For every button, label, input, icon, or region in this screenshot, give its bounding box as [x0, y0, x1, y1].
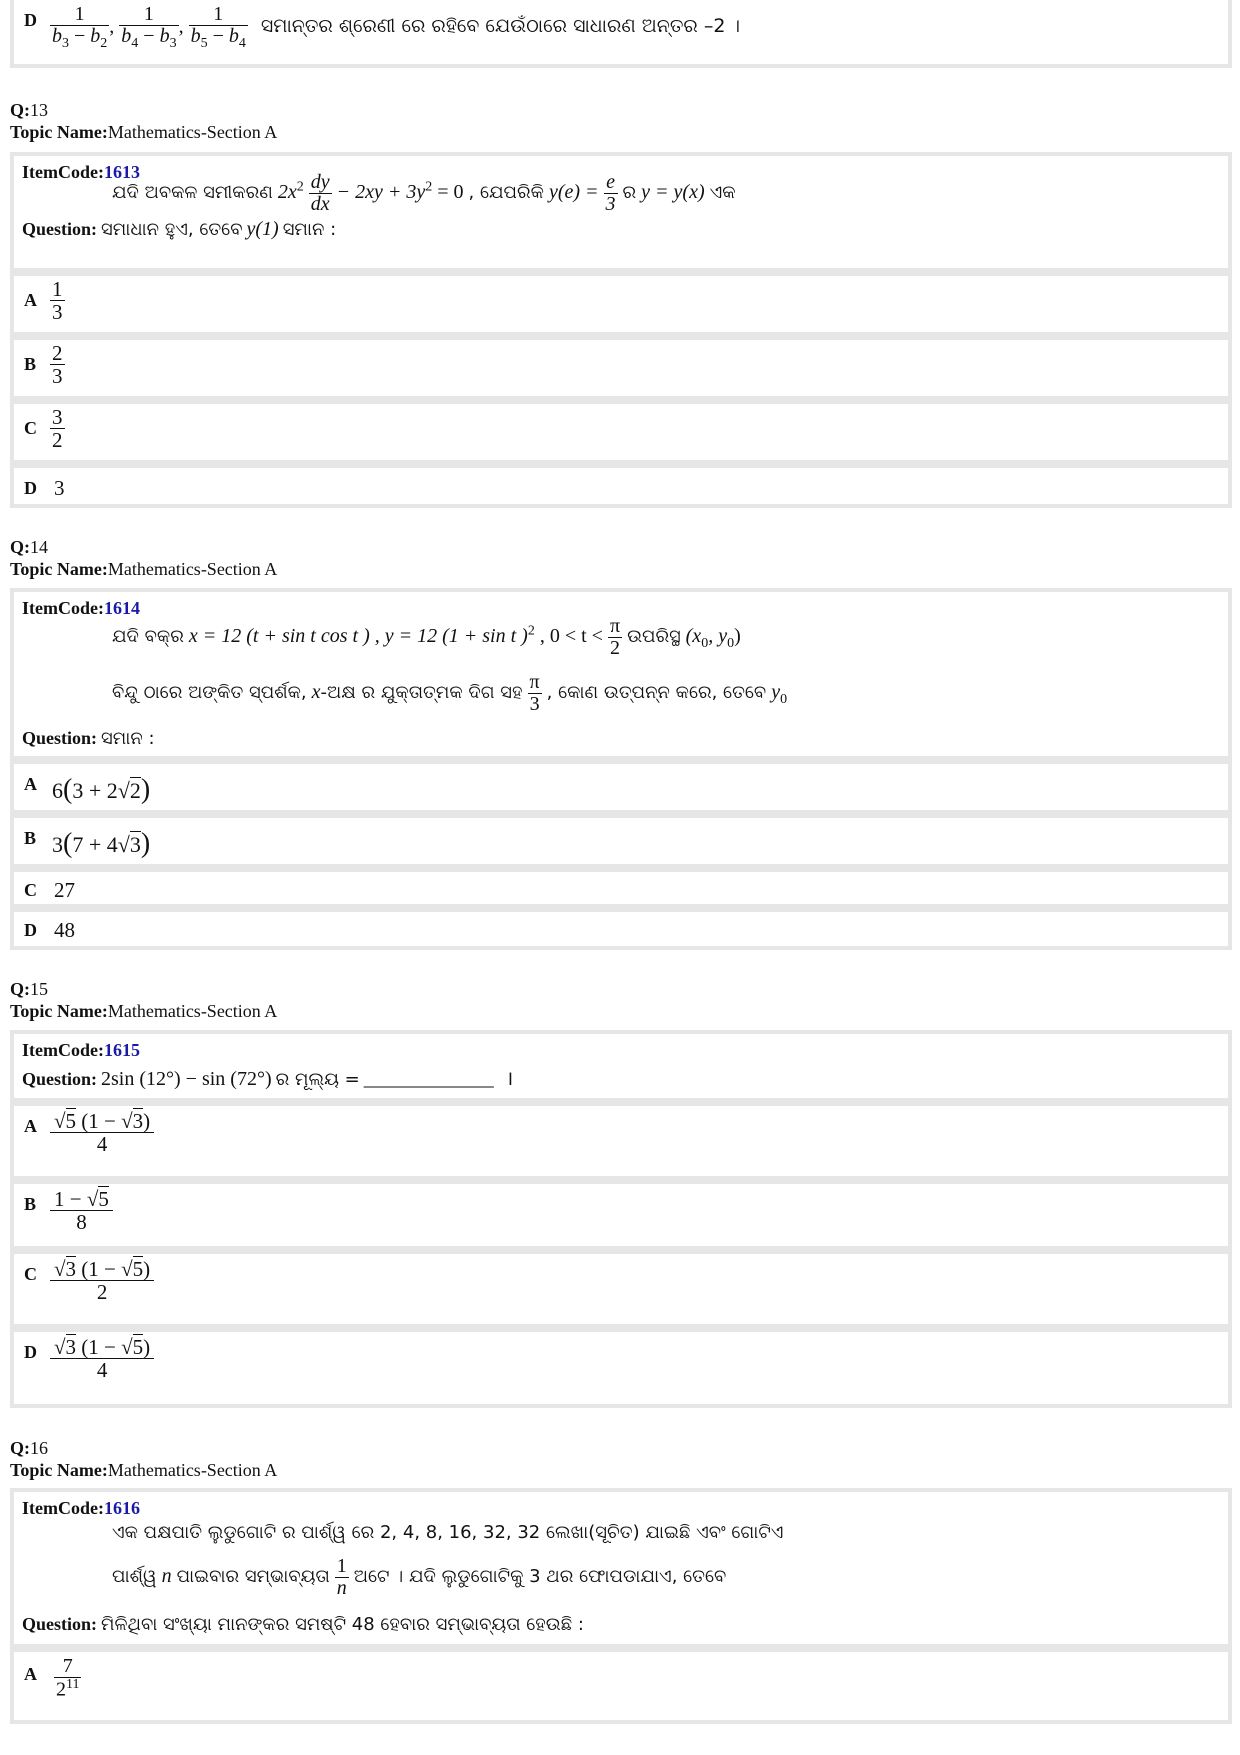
- topic-name: Mathematics-Section A: [107, 1001, 278, 1021]
- option-text: ସମାନ୍ତର ଶ୍ରେଣୀ ରେ ରହିବେ ଯେଉଁଠାରେ ସାଧାରଣ ଅନ୍ତର –2 ।: [260, 15, 741, 38]
- option-row-d[interactable]: D 48: [10, 908, 1232, 950]
- topic-name: Mathematics-Section A: [107, 122, 278, 142]
- question-header-14: Q:14 Topic Name:Mathematics-Section A: [10, 537, 278, 579]
- option-row-a[interactable]: A 6(3 + 2√2): [10, 760, 1232, 814]
- question-line-1: ଯଦି ଅବକଳ ସମୀକରଣ $2x^2$ $\frac{dy}{dx}$ − $2xy + 3y^2 = 0$ , ଯେପରିକି y(e) = $\frac{e}{3}$ ର y = y(x) ଏକ: [112, 171, 736, 215]
- option-row-a[interactable]: A $\frac{√5 (1 - √3)}{4}$: [10, 1102, 1232, 1180]
- option-row-c[interactable]: C $\frac{√3 (1 - √5)}{2}$: [10, 1250, 1232, 1328]
- option-row-b[interactable]: B 3(7 + 4√3): [10, 814, 1232, 868]
- question-number: 14: [30, 537, 48, 557]
- option-row-b[interactable]: B $\frac{2}{3}$: [10, 336, 1232, 400]
- fraction: $\frac{1}{b_4 - b_3}$: [121, 3, 177, 51]
- option-content: $\frac{1}{b_3 - b_2}$ , $\frac{1}{b_4 - b_3}$ , $\frac{1}{b_5 - b_4}$ ସମାନ୍ତର ଶ୍ରେଣୀ ରେ ରହିବେ ଯେଉଁଠାରେ ସାଧାରଣ ଅନ୍ତର –2 ।: [52, 3, 741, 51]
- topic-name: Mathematics-Section A: [107, 559, 278, 579]
- option-row-a[interactable]: A $\frac{7}{2^{11}}$: [10, 1648, 1232, 1724]
- option-row-b[interactable]: B $\frac{1 - √5}{8}$: [10, 1180, 1232, 1250]
- item-code: 1614: [103, 598, 140, 618]
- question-line-1: ଏକ ପକ୍ଷପାତି ଲୁଡୁଗୋଟି ର ପାର୍ଶ୍ୱ ରେ 2, 4, 8, 16, 32, 32 ଲେଖା(ସୂଚିତ) ଯାଇଛି ଏବଂ ଗୋଟିଏ: [112, 1522, 784, 1543]
- question-line-2: ପାର୍ଶ୍ୱ n ପାଇବାର ସମ୍ଭାବ୍ୟତା $\frac{1}{n}$ ଅଟେ । ଯଦି ଲୁଡୁଗୋଟିକୁ 3 ଥର ଫୋପଡାଯାଏ, ତେବେ: [112, 1555, 727, 1599]
- topic-name: Mathematics-Section A: [107, 1460, 278, 1480]
- answer-blank: _____________: [363, 1068, 494, 1090]
- fraction: $\frac{1}{b_5 - b_4}$: [190, 3, 246, 51]
- option-label: D: [24, 10, 37, 30]
- question-header-13: Q:13 Topic Name:Mathematics-Section A: [10, 100, 278, 142]
- question-number: 16: [30, 1438, 48, 1458]
- prev-option-d-row: [10, 0, 1232, 68]
- question-number: 13: [30, 100, 48, 120]
- question-number: 15: [30, 979, 48, 999]
- option-row-d[interactable]: D $\frac{√3 (1 - √5)}{4}$: [10, 1328, 1232, 1408]
- question-box-15: ItemCode:1615 Question: 2sin (12°) − sin (72°) ର ମୂଲ୍ୟ = _____________ ।: [10, 1030, 1232, 1102]
- question-header-16: Q:16 Topic Name:Mathematics-Section A: [10, 1438, 278, 1480]
- question-box-16: ItemCode:1616 ଏକ ପକ୍ଷପାତି ଲୁଡୁଗୋଟି ର ପାର୍ଶ୍ୱ ରେ 2, 4, 8, 16, 32, 32 ଲେଖା(ସୂଚିତ) ଯାଇଛି ଏବଂ ଗୋଟିଏ ପାର୍ଶ୍ୱ n ପାଇବାର ସମ୍ଭାବ୍ୟତା $\frac{1}{n}$ ଅଟେ । ଯଦି ଲୁଡୁଗୋଟିକୁ 3 ଥର ଫୋପଡାଯାଏ, ତେବେ Question: ମିଳିଥିବା ସଂଖ୍ୟା ମାନଙ୍କର ସମଷ୍ଟି 48 ହେବାର ସମ୍ଭାବ୍ୟତା ହେଉଛି :: [10, 1488, 1232, 1648]
- option-row-d[interactable]: D 3: [10, 464, 1232, 508]
- question-box-14: ItemCode:1614 ଯଦି ବକ୍ର x = 12 (t + sin t cos t ) , y = 12 (1 + sin t )$^2$ , 0 < t < $\frac{\pi}{2}$ ଉପରିସ୍ଥ ($x_0$, $y_0$) ବିନ୍ଦୁ ଠାରେ ଅଙ୍କିତ ସ୍ପର୍ଶକ, x-ଅକ୍ଷ ର ଯୁକ୍ତାତ୍ମକ ଦିଗ ସହ $\frac{\pi}{3}$ , କୋଣ ଉତ୍ପନ୍ନ କରେ, ତେବେ $y_0$ Question: ସମାନ :: [10, 588, 1232, 760]
- question-text: Question: 2sin (12°) − sin (72°) ର ମୂଲ୍ୟ = _____________ ।: [22, 1068, 514, 1090]
- option-row-a[interactable]: A $\frac{1}{3}$: [10, 272, 1232, 336]
- option-row-c[interactable]: C 27: [10, 868, 1232, 908]
- question-text: Question: ମିଳିଥିବା ସଂଖ୍ୟା ମାନଙ୍କର ସମଷ୍ଟି 48 ହେବାର ସମ୍ଭାବ୍ୟତା ହେଉଛି :: [22, 1614, 584, 1635]
- question-line-1: ଯଦି ବକ୍ର x = 12 (t + sin t cos t ) , y = 12 (1 + sin t )$^2$ , 0 < t < $\frac{\pi}{2}$ ଉପରିସ୍ଥ ($x_0$, $y_0$): [112, 615, 741, 659]
- item-code: 1616: [103, 1498, 140, 1518]
- question-header-15: Q:15 Topic Name:Mathematics-Section A: [10, 979, 278, 1021]
- item-code: 1613: [103, 162, 140, 182]
- option-row-c[interactable]: C $\frac{3}{2}$: [10, 400, 1232, 464]
- item-code: 1615: [103, 1040, 140, 1060]
- question-line-2: ବିନ୍ଦୁ ଠାରେ ଅଙ୍କିତ ସ୍ପର୍ଶକ, x-ଅକ୍ଷ ର ଯୁକ୍ତାତ୍ମକ ଦିଗ ସହ $\frac{\pi}{3}$ , କୋଣ ଉତ୍ପନ୍ନ କରେ, ତେବେ $y_0$: [112, 671, 788, 715]
- question-box-13: ItemCode:1613 ଯଦି ଅବକଳ ସମୀକରଣ $2x^2$ $\frac{dy}{dx}$ − $2xy + 3y^2 = 0$ , ଯେପରିକି y(e) = $\frac{e}{3}$ ର y = y(x) ଏକ Question: ସମାଧାନ ହୁଏ, ତେବେ y(1) ସମାନ :: [10, 152, 1232, 272]
- fraction: $\frac{1}{b_3 - b_2}$: [52, 3, 108, 51]
- question-text: Question: ସମାନ :: [22, 728, 155, 749]
- question-text: Question: ସମାଧାନ ହୁଏ, ତେବେ y(1) ସମାନ :: [22, 218, 337, 240]
